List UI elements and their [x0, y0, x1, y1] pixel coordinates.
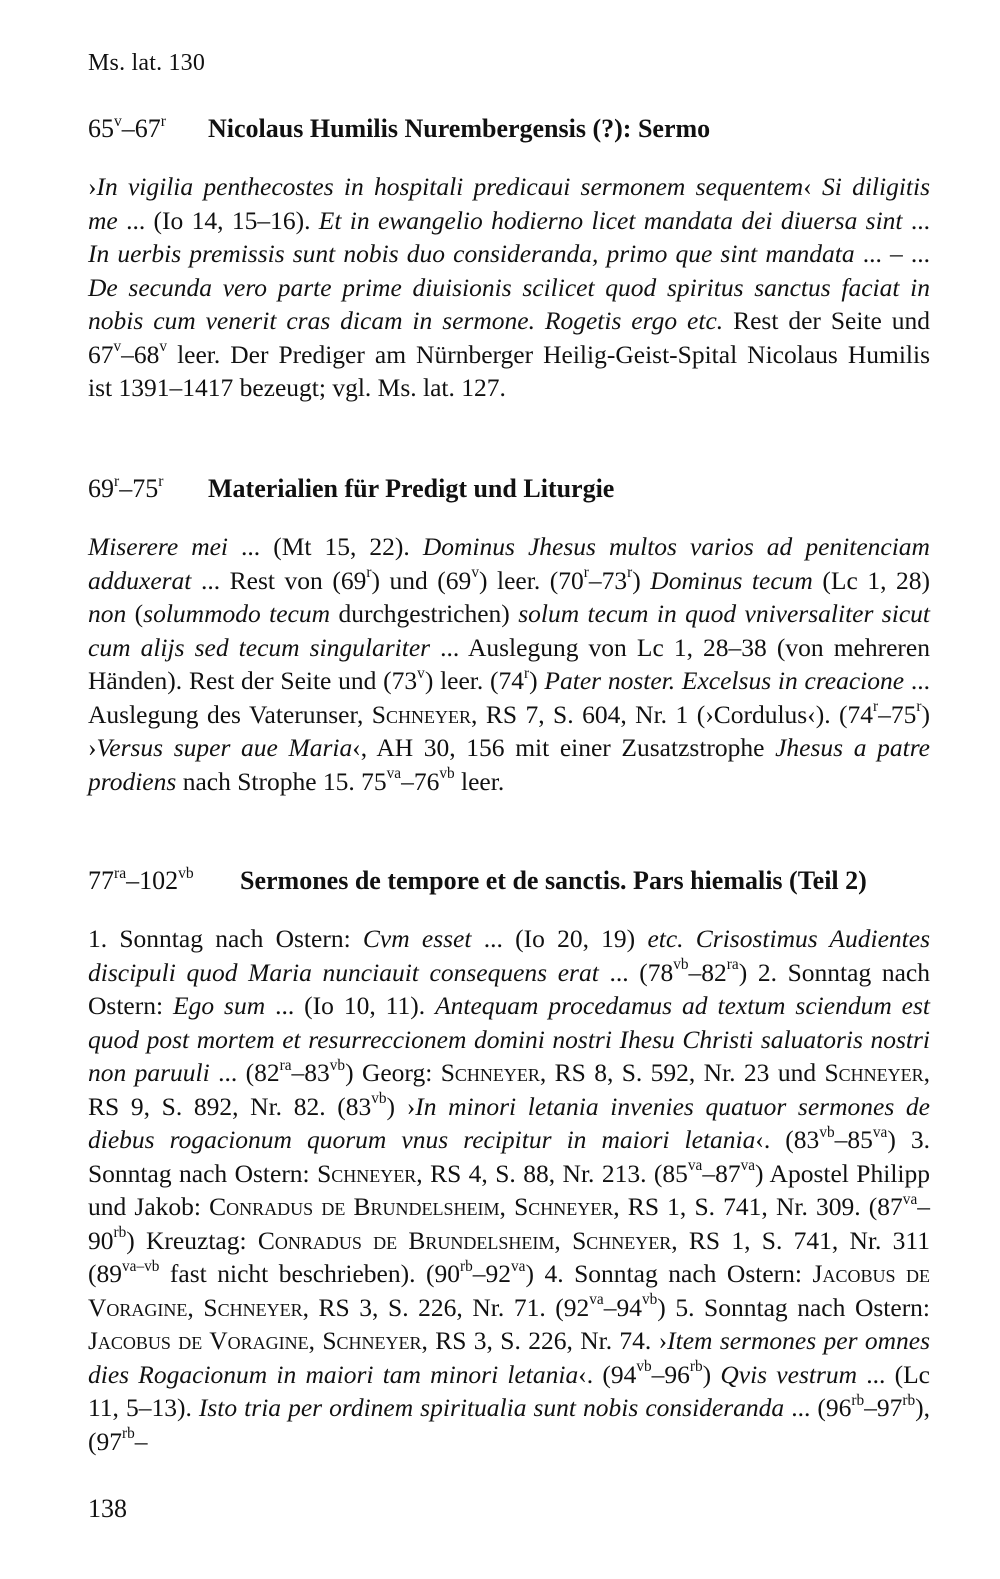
entry-section-1 — [88, 112, 930, 405]
entry-heading — [88, 864, 930, 898]
entry-description: ›In vigilia penthecostes in hospitali predicaui sermonem sequentem‹ Si diligitis me ... (Io 14, 15–16). Et in ewangelio hodierno licet mandata dei diuersa sint ... In uerbis premissis sunt nobis duo consideranda, primo que sint mandata ... – ... De secunda vero parte prime diuisionis scilicet quod spiritus sanctus faciat in nobis cum venerit cras dicam in sermone. Rogetis ergo etc. Rest der Seite und 67$^v$–68$^v$ leer. Der Prediger am Nürnberger Heilig-Geist-Spital Nicolaus Humilis ist 1391–1417 bezeugt; vgl. Ms. lat. 127. — [88, 172, 931, 402]
entry-heading — [88, 472, 930, 506]
folio-range: 69$^r$–75$^r$ — [88, 472, 164, 503]
running-header: Ms. lat. 130 — [88, 50, 206, 76]
entry-description: 1. Sonntag nach Ostern: Cvm esset ... (Io 20, 19) etc. Crisostimus Audientes discipuli quod Maria nunciauit consequens erat ... $(78^{vb}-82^{ra})$ 2. Sonntag nach Ostern: Ego sum ... (Io 10, 11). Antequam procedamus ad textum sciendum est quod post mortem et resurreccionem domini nostri Ihesu Christi saluatoris nostri non paruuli ... $(82^{ra}-83^{vb})$ Georg: Schneyer, RS 8, S. 592, Nr. 23 und Schneyer, RS 9, S. 892, Nr. 82. $(83^{vb})$ ›In minori letania invenies quatuor sermones de diebus rogacionum quorum vnus recipitur in maiori letania‹. $(83^{vb}-85^{va})$ 3. Sonntag nach Ostern: Schneyer, RS 4, S. 88, Nr. 213. $(85^{va}-87^{va})$ Apostel Philipp und Jakob: Conradus de Brundelsheim, Schneyer, RS 1, S. 741, Nr. 309. $(87^{va}-90^{rb})$ Kreuztag: Conradus de Brundelsheim, Schneyer, RS 1, S. 741, Nr. 311 ($89^{va-vb}$ fast nicht beschrieben). $(90^{rb}-92^{va})$ 4. Sonntag nach Ostern: Jacobus de Voragine, Schneyer, RS 3, S. 226, Nr. 71. $(92^{va}-94^{vb})$ 5. Sonntag nach Ostern: Jacobus de Voragine, Schneyer, RS 3, S. 226, Nr. 74. ›Item sermones per omnes dies Rogacionum in maiori tam minori letania‹. $(94^{vb}-96^{rb})$ Qvis vestrum ... (Lc 11, 5–13). Isto tria per ordinem spiritualia sunt nobis consideranda ... $(96^{rb}-97^{rb})$, ($97^{rb}-$ — [88, 924, 931, 1456]
page-number: 138 — [88, 1494, 127, 1523]
entry-description: Miserere mei ... (Mt 15, 22). Dominus Jhesus multos varios ad penitenciam adduxerat ... Rest von (69$^r$) und (69$^v$) leer. (70$^r$–73$^r$) Dominus tecum (Lc 1, 28) non (solummodo tecum durchgestrichen) solum tecum in quod vniversaliter sicut cum alijs sed tecum singulariter ... Auslegung von Lc 1, 28–38 (von mehreren Händen). Rest der Seite und (73$^v$) leer. (74$^r$) Pater noster. Excelsus in creacione ... Auslegung des Vaterunser, Schneyer, RS 7, S. 604, Nr. 1 (›Cordulus‹). (74$^r$–75$^r$) ›Versus super aue Maria‹, AH 30, 156 mit einer Zusatzstrophe Jhesus a patre prodiens nach Strophe 15. $75^{va}-76^{vb}$ leer. — [88, 532, 931, 796]
entry-section-2 — [88, 472, 930, 798]
document-page — [88, 0, 930, 1579]
entry-title: Nicolaus Humilis Nurembergensis (?): Sermo — [208, 114, 711, 143]
entry-title: Sermones de tempore et de sanctis. Pars hiemalis (Teil 2) — [240, 866, 867, 895]
entry-title: Materialien für Predigt und Liturgie — [208, 474, 615, 503]
folio-range: $77^{ra}-102^{vb}$ — [88, 864, 194, 895]
entry-heading — [88, 112, 930, 146]
entry-section-3 — [88, 864, 930, 1458]
folio-range: 65$^v$–67$^r$ — [88, 112, 166, 143]
